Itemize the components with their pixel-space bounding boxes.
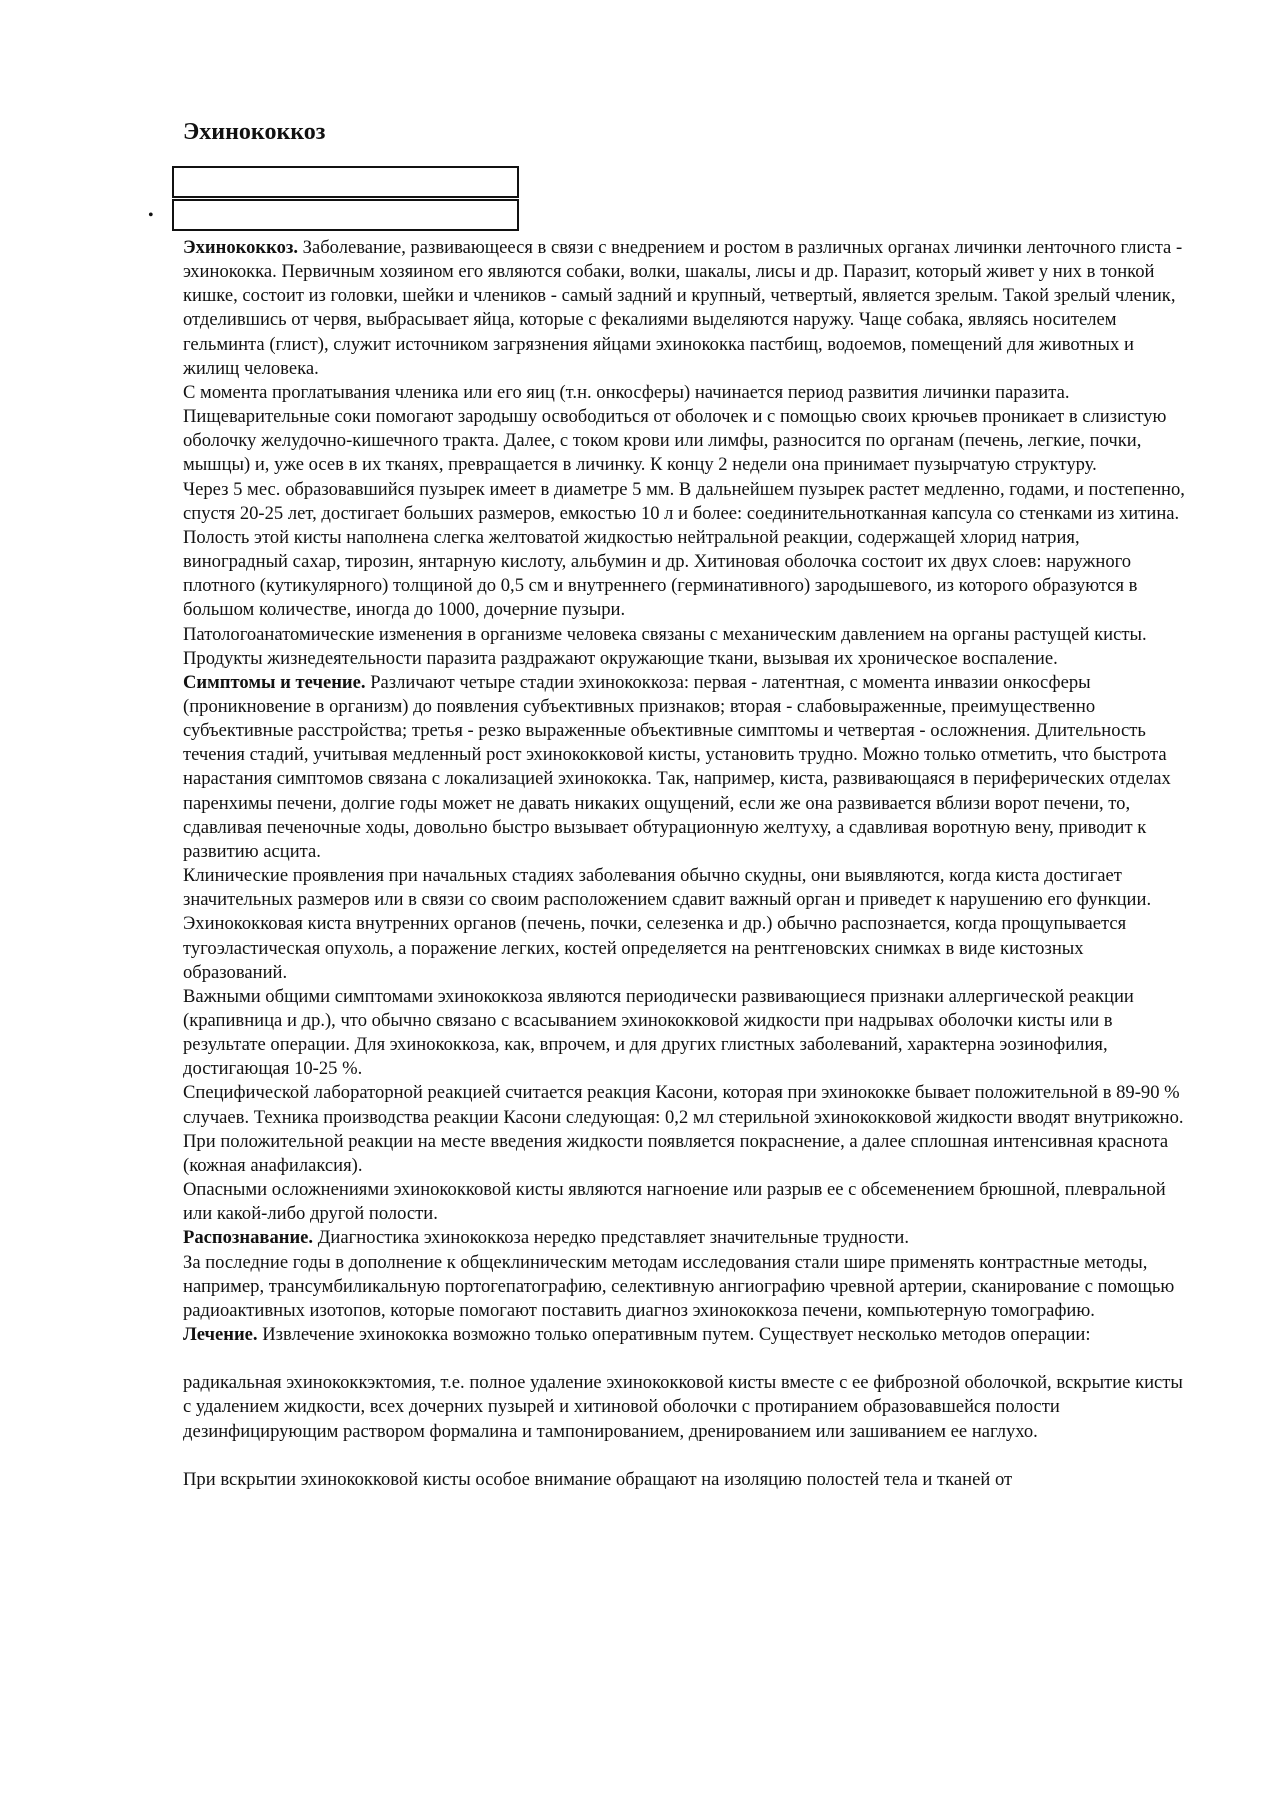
term-symptoms: Симптомы и течение. [183, 671, 366, 693]
paragraph-methods: За последние годы в дополнение к общеклиническим методам исследования стали шире применять контрастные методы, например, трансумбиликальную портогепатографию, селективную ангиографию чревной артерии, сканирование с помощью радиоактивных изотопов, которые помогают поставить диагноз эхинококкоза печени, компьютерную томографию. [183, 1251, 1175, 1321]
empty-box-top [172, 166, 519, 198]
article-body [183, 236, 1188, 1492]
paragraph-casoni: Специфической лабораторной реакцией считается реакция Касони, которая при эхинококке бывает положительной в 89-90 % случаев. Техника производства реакции Касони следующая: 0,2 мл стерильной эхинококковой жидкости вводят внутрикожно. При положительной реакции на месте введения жидкости появляется покраснение, а далее сплошная интенсивная краснота (кожная анафилаксия). [183, 1082, 1184, 1176]
paragraph-cyst-growth: Через 5 мес. образовавшийся пузырек имеет в диаметре 5 мм. В дальнейшем пузырек растет медленно, годами, и постепенно, спустя 20-25 лет, достигает больших размеров, емкостью 10 л и более: соединительнотканная капсула со стенками из хитина. Полость этой кисты наполнена слегка желтоватой жидкостью нейтральной реакции, содержащей хлорид натрия, виноградный сахар, тирозин, янтарную кислоту, альбумин и др. Хитиновая оболочка состоит их двух слоев: наружного плотного (кутикулярного) толщиной до 0,5 см и внутреннего (герминативного) зародышевого, из которого образуются в большом количестве, иногда до 1000, дочерние пузыри. [183, 478, 1185, 621]
paragraph-pathology: Патологоанатомические изменения в организме человека связаны с механическим давлением на органы растущей кисты. Продукты жизнедеятельности паразита раздражают окружающие ткани, вызывая их хроническое воспаление. [183, 623, 1147, 669]
page-title: Эхинококкоз [183, 119, 326, 145]
paragraph-diagnosis: Распознавание. Диагностика эхинококкоза нередко представляет значительные трудности. [183, 1227, 909, 1249]
paragraph-allergy: Важными общими симптомами эхинококкоза являются периодически развивающиеся признаки аллергической реакции (крапивница и др.), что обычно связано с всасыванием эхинококковой жидкости при надрывах оболочки кисты или в результате операции. Для эхинококкоза, как, впрочем, и для других глистных заболеваний, характерна эозинофилия, достигающая 10-25 %. [183, 985, 1134, 1080]
paragraph-definition: Эхинококкоз. Заболевание, развивающееся в связи с внедрением и ростом в различных органах личинки ленточного глиста - эхинококка. Первичным хозяином его являются собаки, волки, шакалы, лисы и др. Паразит, который живет у них в тонкой кишке, состоит из головки, шейки и члеников - самый задний и крупный, четвертый, является зрелым. Такой зрелый членик, отделившись от червя, выбрасывает яйца, которые с фекалиями выделяются наружу. Чаще собака, являясь носителем гельминта (глист), служит источником загрязнения яйцами эхинококка пастбищ, водоемов, помещений для животных и жилищ человека. [183, 237, 1183, 379]
term-treatment: Лечение. [183, 1324, 258, 1346]
spacer [183, 1347, 1188, 1371]
term-diagnosis: Распознавание. [183, 1227, 314, 1249]
paragraph-symptoms: Симптомы и течение. Различают четыре стадии эхинококкоза: первая - латентная, с момента инвазии онкосферы (проникновение в организм) до появления субъективных признаков; вторая - слабовыраженные, преимущественно субъективные расстройства; третья - резко выраженные объективные симптомы и четвертая - осложнения. Длительность течения стадий, учитывая медленный рост эхинококковой кисты, установить трудно. Можно только отметить, что быстрота нарастания симптомов связана с локализацией эхинококка. Так, например, киста, развивающаяся в периферических отделах паренхимы печени, долгие годы может не давать никаких ощущений, если же она развивается вблизи ворот печени, то, сдавливая печеночные ходы, довольно быстро вызывает обтурационную желтуху, а сдавливая воротную вену, приводит к развитию асцита. [183, 671, 1171, 862]
spacer [183, 1444, 1188, 1468]
empty-box-bottom [172, 199, 519, 231]
paragraph-opening: При вскрытии эхинококковой кисты особое внимание обращают на изоляцию полостей тела и тканей от [183, 1468, 1013, 1490]
paragraph-complications: Опасными осложнениями эхинококковой кисты являются нагноение или разрыв ее с обсеменением брюшной, плевральной или какой-либо другой полости. [183, 1179, 1166, 1225]
paragraph-radical: радикальная эхинококкэктомия, т.е. полное удаление эхинококковой кисты вместе с ее фиброзной оболочкой, вскрытие кисты с удалением жидкости, всех дочерних пузырей и хитиновой оболочки с протиранием образовавшейся полости дезинфицирующим раствором формалина и тампонированием, дренированием или зашиванием ее наглухо. [183, 1372, 1183, 1442]
bullet-marker: • [148, 207, 154, 224]
term-echinococcosis: Эхинококкоз. [183, 237, 298, 258]
paragraph-treatment: Лечение. Извлечение эхинококка возможно только оперативным путем. Существует несколько методов операции: [183, 1324, 1091, 1346]
paragraph-clinical: Клинические проявления при начальных стадиях заболевания обычно скудны, они выявляются, когда киста достигает значительных размеров или в связи со своим расположением сдавит важный орган и приведет к нарушению его функции. Эхинококковая киста внутренних органов (печень, почки, селезенка и др.) обычно распознается, когда прощупывается тугоэластическая опухоль, а поражение легких, костей определяется на рентгеновских снимках в виде кистозных образований. [183, 865, 1152, 983]
paragraph-development: С момента проглатывания членика или его яиц (т.н. онкосферы) начинается период развития личинки паразита. Пищеварительные соки помогают зародышу освободиться от оболочек и с помощью своих крючьев проникает в слизистую оболочку желудочно-кишечного тракта. Далее, с током крови или лимфы, разносится по органам (печень, легкие, почки, мышцы) и, уже осев в их тканях, превращается в личинку. К концу 2 недели она принимает пузырчатую структуру. [183, 381, 1167, 476]
